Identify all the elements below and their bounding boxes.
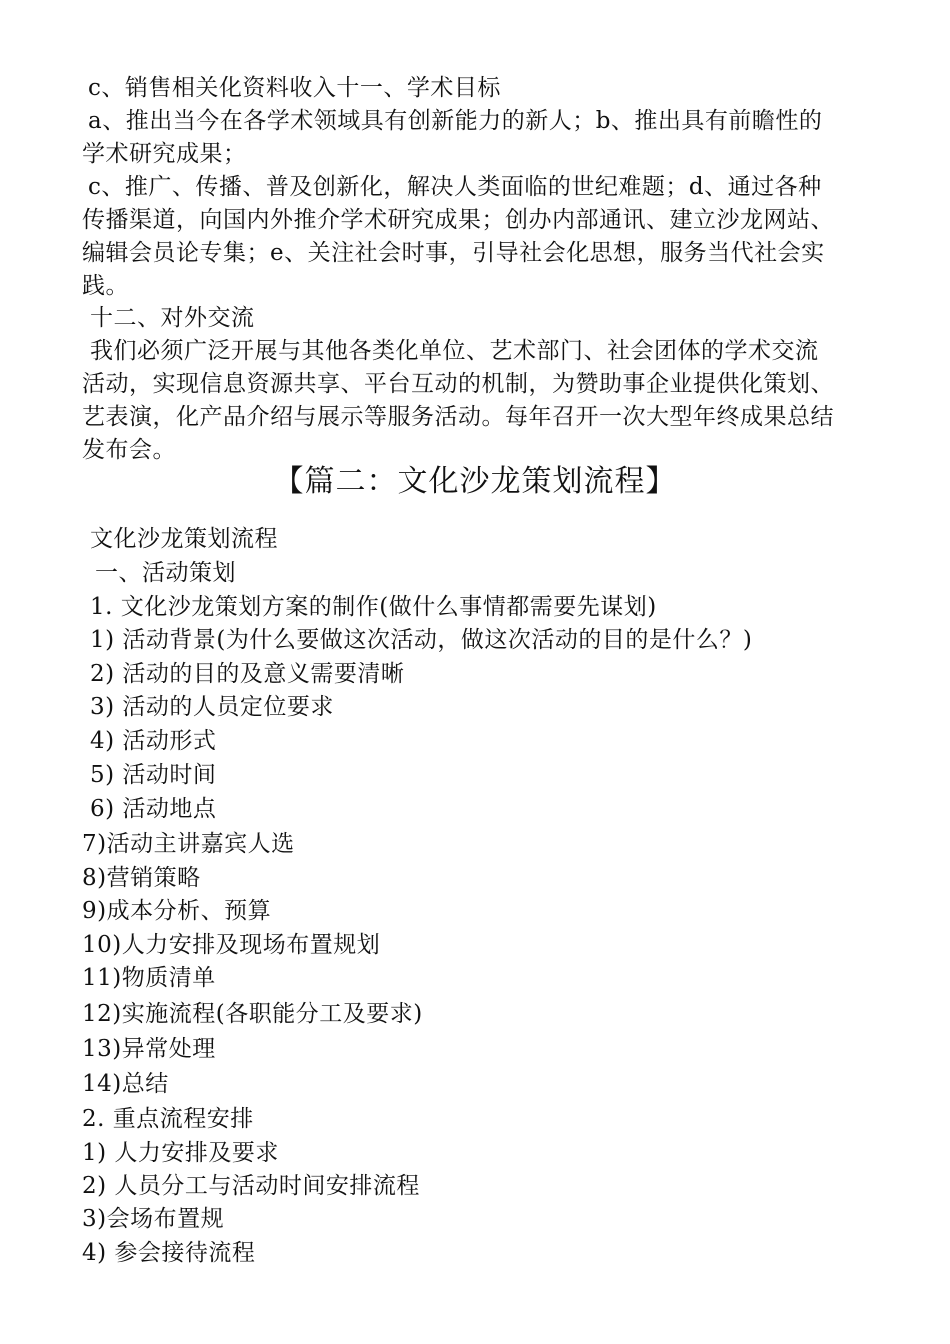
list-item: 4) 活动形式 [90, 728, 217, 754]
list-item: 4) 参会接待流程 [82, 1240, 256, 1266]
list-item: 5) 活动时间 [90, 762, 217, 788]
list-item: 2. 重点流程安排 [82, 1106, 254, 1132]
text-line: a、推出当今在各学术领域具有创新能力的新人；b、推出具有前瞻性的 [88, 108, 823, 134]
list-item: 1. 文化沙龙策划方案的制作(做什么事情都需要先谋划) [90, 594, 657, 620]
list-item: 3)会场布置规 [82, 1206, 225, 1232]
list-item: 2) 活动的目的及意义需要清晰 [90, 661, 405, 687]
list-item: 13)异常处理 [82, 1036, 216, 1062]
list-item: 3) 活动的人员定位要求 [90, 694, 334, 720]
list-item: 1) 人力安排及要求 [82, 1140, 279, 1166]
text-line: 活动，实现信息资源共享、平台互动的机制，为赞助事企业提供化策划、 [82, 371, 834, 397]
list-item: 9)成本分析、预算 [82, 898, 272, 924]
section-title: 【篇二：文化沙龙策划流程】 [273, 464, 677, 499]
text-line: 传播渠道，向国内外推介学术研究成果；创办内部通讯、建立沙龙网站、 [82, 207, 834, 233]
text-line: 编辑会员论专集；e、关注社会时事，引导社会化思想，服务当代社会实 [82, 240, 825, 266]
text-line: 艺表演，化产品介绍与展示等服务活动。每年召开一次大型年终成果总结 [82, 404, 834, 430]
list-item: 11)物质清单 [82, 965, 216, 991]
text-line: c、销售相关化资料收入十一、学术目标 [88, 75, 501, 101]
list-item: 7)活动主讲嘉宾人选 [82, 831, 295, 857]
list-item: 14)总结 [82, 1071, 169, 1097]
list-item: 6) 活动地点 [90, 796, 217, 822]
list-item: 2) 人员分工与活动时间安排流程 [82, 1173, 420, 1199]
list-item: 12)实施流程(各职能分工及要求) [82, 1001, 423, 1027]
text-line: c、推广、传播、普及创新化，解决人类面临的世纪难题；d、通过各种 [88, 174, 822, 200]
text-line: 发布会。 [82, 437, 176, 463]
text-line: 践。 [82, 273, 129, 299]
list-item: 10)人力安排及现场布置规划 [82, 932, 381, 958]
list-item: 8)营销策略 [82, 865, 201, 891]
text-line: 学术研究成果； [82, 141, 247, 167]
section-heading-exchange: 十二、对外交流 [90, 305, 255, 331]
text-line: 我们必须广泛开展与其他各类化单位、艺术部门、社会团体的学术交流 [90, 338, 819, 364]
section-heading-planning: 一、活动策划 [95, 560, 236, 586]
list-item: 1) 活动背景(为什么要做这次活动，做这次活动的目的是什么？) [90, 627, 753, 653]
subtitle: 文化沙龙策划流程 [90, 526, 278, 552]
